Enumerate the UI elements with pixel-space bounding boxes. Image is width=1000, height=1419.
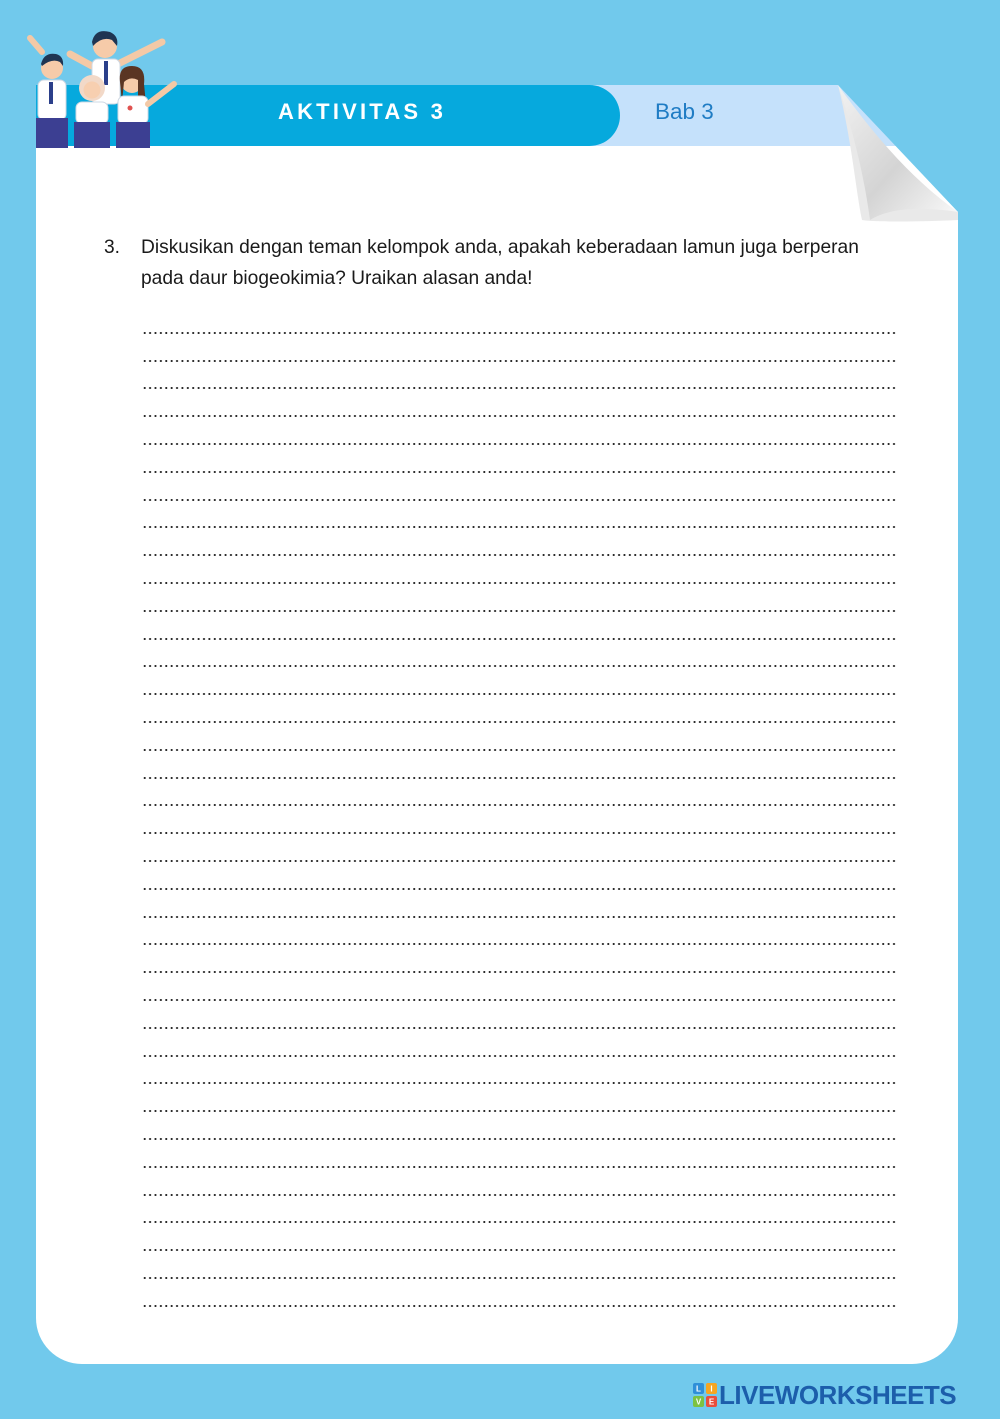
answer-line[interactable] [142, 949, 898, 977]
answer-line[interactable] [142, 699, 898, 727]
answer-line[interactable] [142, 1172, 898, 1200]
answer-line[interactable] [142, 338, 898, 366]
answer-line[interactable] [142, 1283, 898, 1311]
answer-line[interactable] [142, 1061, 898, 1089]
answer-line[interactable] [142, 977, 898, 1005]
answer-line[interactable] [142, 310, 898, 338]
answer-line[interactable] [142, 616, 898, 644]
brand-text: LIVEWORKSHEETS [719, 1380, 957, 1410]
chapter-label: Bab 3 [655, 99, 714, 124]
answer-line[interactable] [142, 838, 898, 866]
logo-letter-l: L [696, 1384, 701, 1394]
logo-letter-e: E [708, 1397, 715, 1407]
answer-line[interactable] [142, 477, 898, 505]
answer-line[interactable] [142, 727, 898, 755]
answer-line[interactable] [142, 644, 898, 672]
answer-line[interactable] [142, 1116, 898, 1144]
answer-line[interactable] [142, 560, 898, 588]
answer-line[interactable] [142, 894, 898, 922]
liveworksheets-logo-icon [693, 1383, 717, 1407]
answer-line[interactable] [142, 1144, 898, 1172]
activity-title: AKTIVITAS 3 [278, 99, 447, 124]
answer-line[interactable] [142, 1088, 898, 1116]
answer-line[interactable] [142, 1005, 898, 1033]
answer-line[interactable] [142, 393, 898, 421]
students-illustration [22, 24, 184, 148]
page-curl-icon [830, 82, 962, 227]
liveworksheets-logo [693, 1381, 956, 1409]
answer-line[interactable] [142, 671, 898, 699]
answer-line[interactable] [142, 755, 898, 783]
answer-line[interactable] [142, 532, 898, 560]
answer-line[interactable] [142, 866, 898, 894]
answer-area[interactable] [142, 310, 898, 1311]
answer-line[interactable] [142, 588, 898, 616]
answer-line[interactable] [142, 1033, 898, 1061]
answer-line[interactable] [142, 1227, 898, 1255]
answer-line[interactable] [142, 783, 898, 811]
answer-line[interactable] [142, 449, 898, 477]
question-number: 3. [104, 237, 121, 258]
answer-line[interactable] [142, 366, 898, 394]
question-text: Diskusikan dengan teman kelompok anda, apakah keberadaan lamun juga berperan pada daur biogeokimia? Uraikan alasan anda! [141, 237, 859, 289]
answer-line[interactable] [142, 922, 898, 950]
answer-line[interactable] [142, 421, 898, 449]
logo-letter-v: V [695, 1397, 702, 1407]
answer-line[interactable] [142, 505, 898, 533]
answer-line[interactable] [142, 1200, 898, 1228]
answer-line[interactable] [142, 1255, 898, 1283]
logo-letter-i: I [710, 1384, 713, 1394]
answer-line[interactable] [142, 810, 898, 838]
